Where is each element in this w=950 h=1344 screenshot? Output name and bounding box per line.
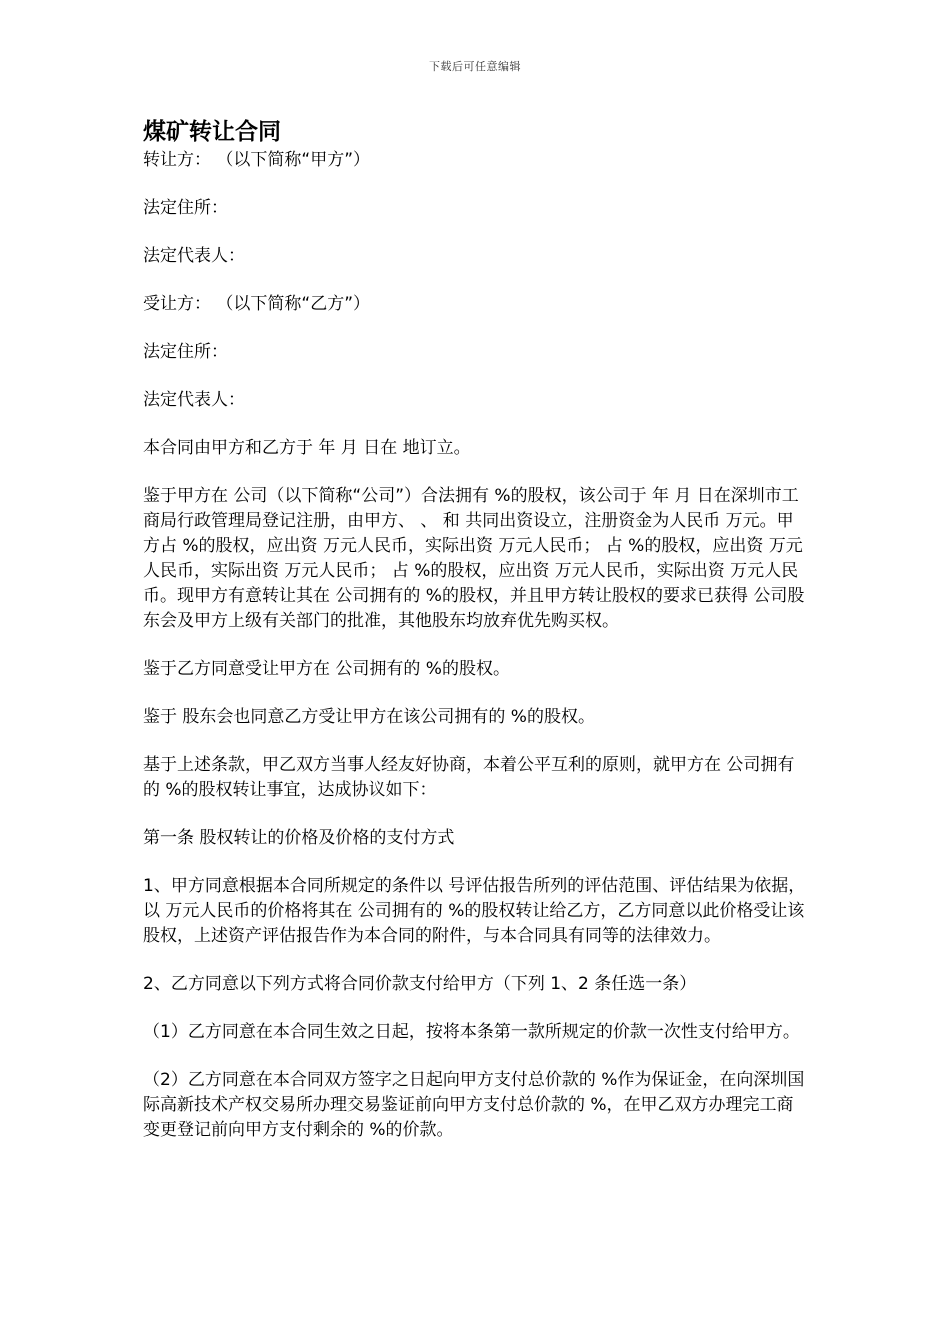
payment-option-1: （1）乙方同意在本合同生效之日起，按将本条第一款所规定的价款一次性支付给甲方。 — [143, 1022, 800, 1042]
agreement-basis-paragraph: 基于上述条款，甲乙双方当事人经友好协商，本着公平互利的原则，就甲方在 公司拥有的 %的股权转让事宜，达成协议如下： — [143, 755, 795, 800]
recital-paragraph-1: 鉴于甲方在 公司（以下简称“公司”）合法拥有 %的股权，该公司于 年 月 日在深圳市工商局行政管理局登记注册，由甲方、 、 和 共同出资设立，注册资金为人民币 万元。甲方占 %的股权，应出资 万元人民币，实际出资 万元人民币； 占 %的股权，应出资 万元人民币，实际出资 万元人民币； 占 %的股权，应出资 万元人民币，实际出资 万元人民币。现甲方有意转让其在 公司拥有的 %的股权，并且甲方转让股权的要求已获得 公司股东会及甲方上级有关部门的批准，其他股东均放弃优先购买权。 — [143, 486, 805, 631]
party-b-representative: 法定代表人： — [143, 390, 245, 410]
party-a-address: 法定住所： — [143, 198, 228, 218]
document-body — [143, 116, 808, 1166]
article-1-heading: 第一条 股权转让的价格及价格的支付方式 — [143, 828, 455, 848]
article-1-clause-1: 1、甲方同意根据本合同所规定的条件以 号评估报告所列的评估范围、评估结果为依据，以 万元人民币的价格将其在 公司拥有的 %的股权转让给乙方，乙方同意以此价格受让该股权，上述资产评估报告作为本合同的附件，与本合同具有同等的法律效力。 — [143, 876, 806, 946]
document-title: 煤矿转让合同 — [143, 119, 281, 145]
party-b-address: 法定住所： — [143, 342, 228, 362]
recital-paragraph-2: 鉴于乙方同意受让甲方在 公司拥有的 %的股权。 — [143, 659, 510, 679]
party-a-representative: 法定代表人： — [143, 246, 245, 266]
page-header-note: 下载后可任意编辑 — [429, 60, 521, 73]
article-1-clause-2: 2、乙方同意以下列方式将合同价款支付给甲方（下列 1、2 条任选一条） — [143, 974, 697, 994]
contract-signing-paragraph: 本合同由甲方和乙方于 年 月 日在 地订立。 — [143, 438, 471, 458]
payment-option-2: （2）乙方同意在本合同双方签字之日起向甲方支付总价款的 %作为保证金，在向深圳国际高新技术产权交易所办理交易鉴证前向甲方支付总价款的 %，在甲乙双方办理完工商变更登记前向甲方支付剩余的 %的价款。 — [143, 1070, 805, 1140]
party-b-line: 受让方： （以下简称“乙方”） — [143, 294, 371, 314]
recital-paragraph-3: 鉴于 股东会也同意乙方受让甲方在该公司拥有的 %的股权。 — [143, 707, 595, 727]
party-a-line: 转让方： （以下简称“甲方”） — [143, 150, 371, 170]
